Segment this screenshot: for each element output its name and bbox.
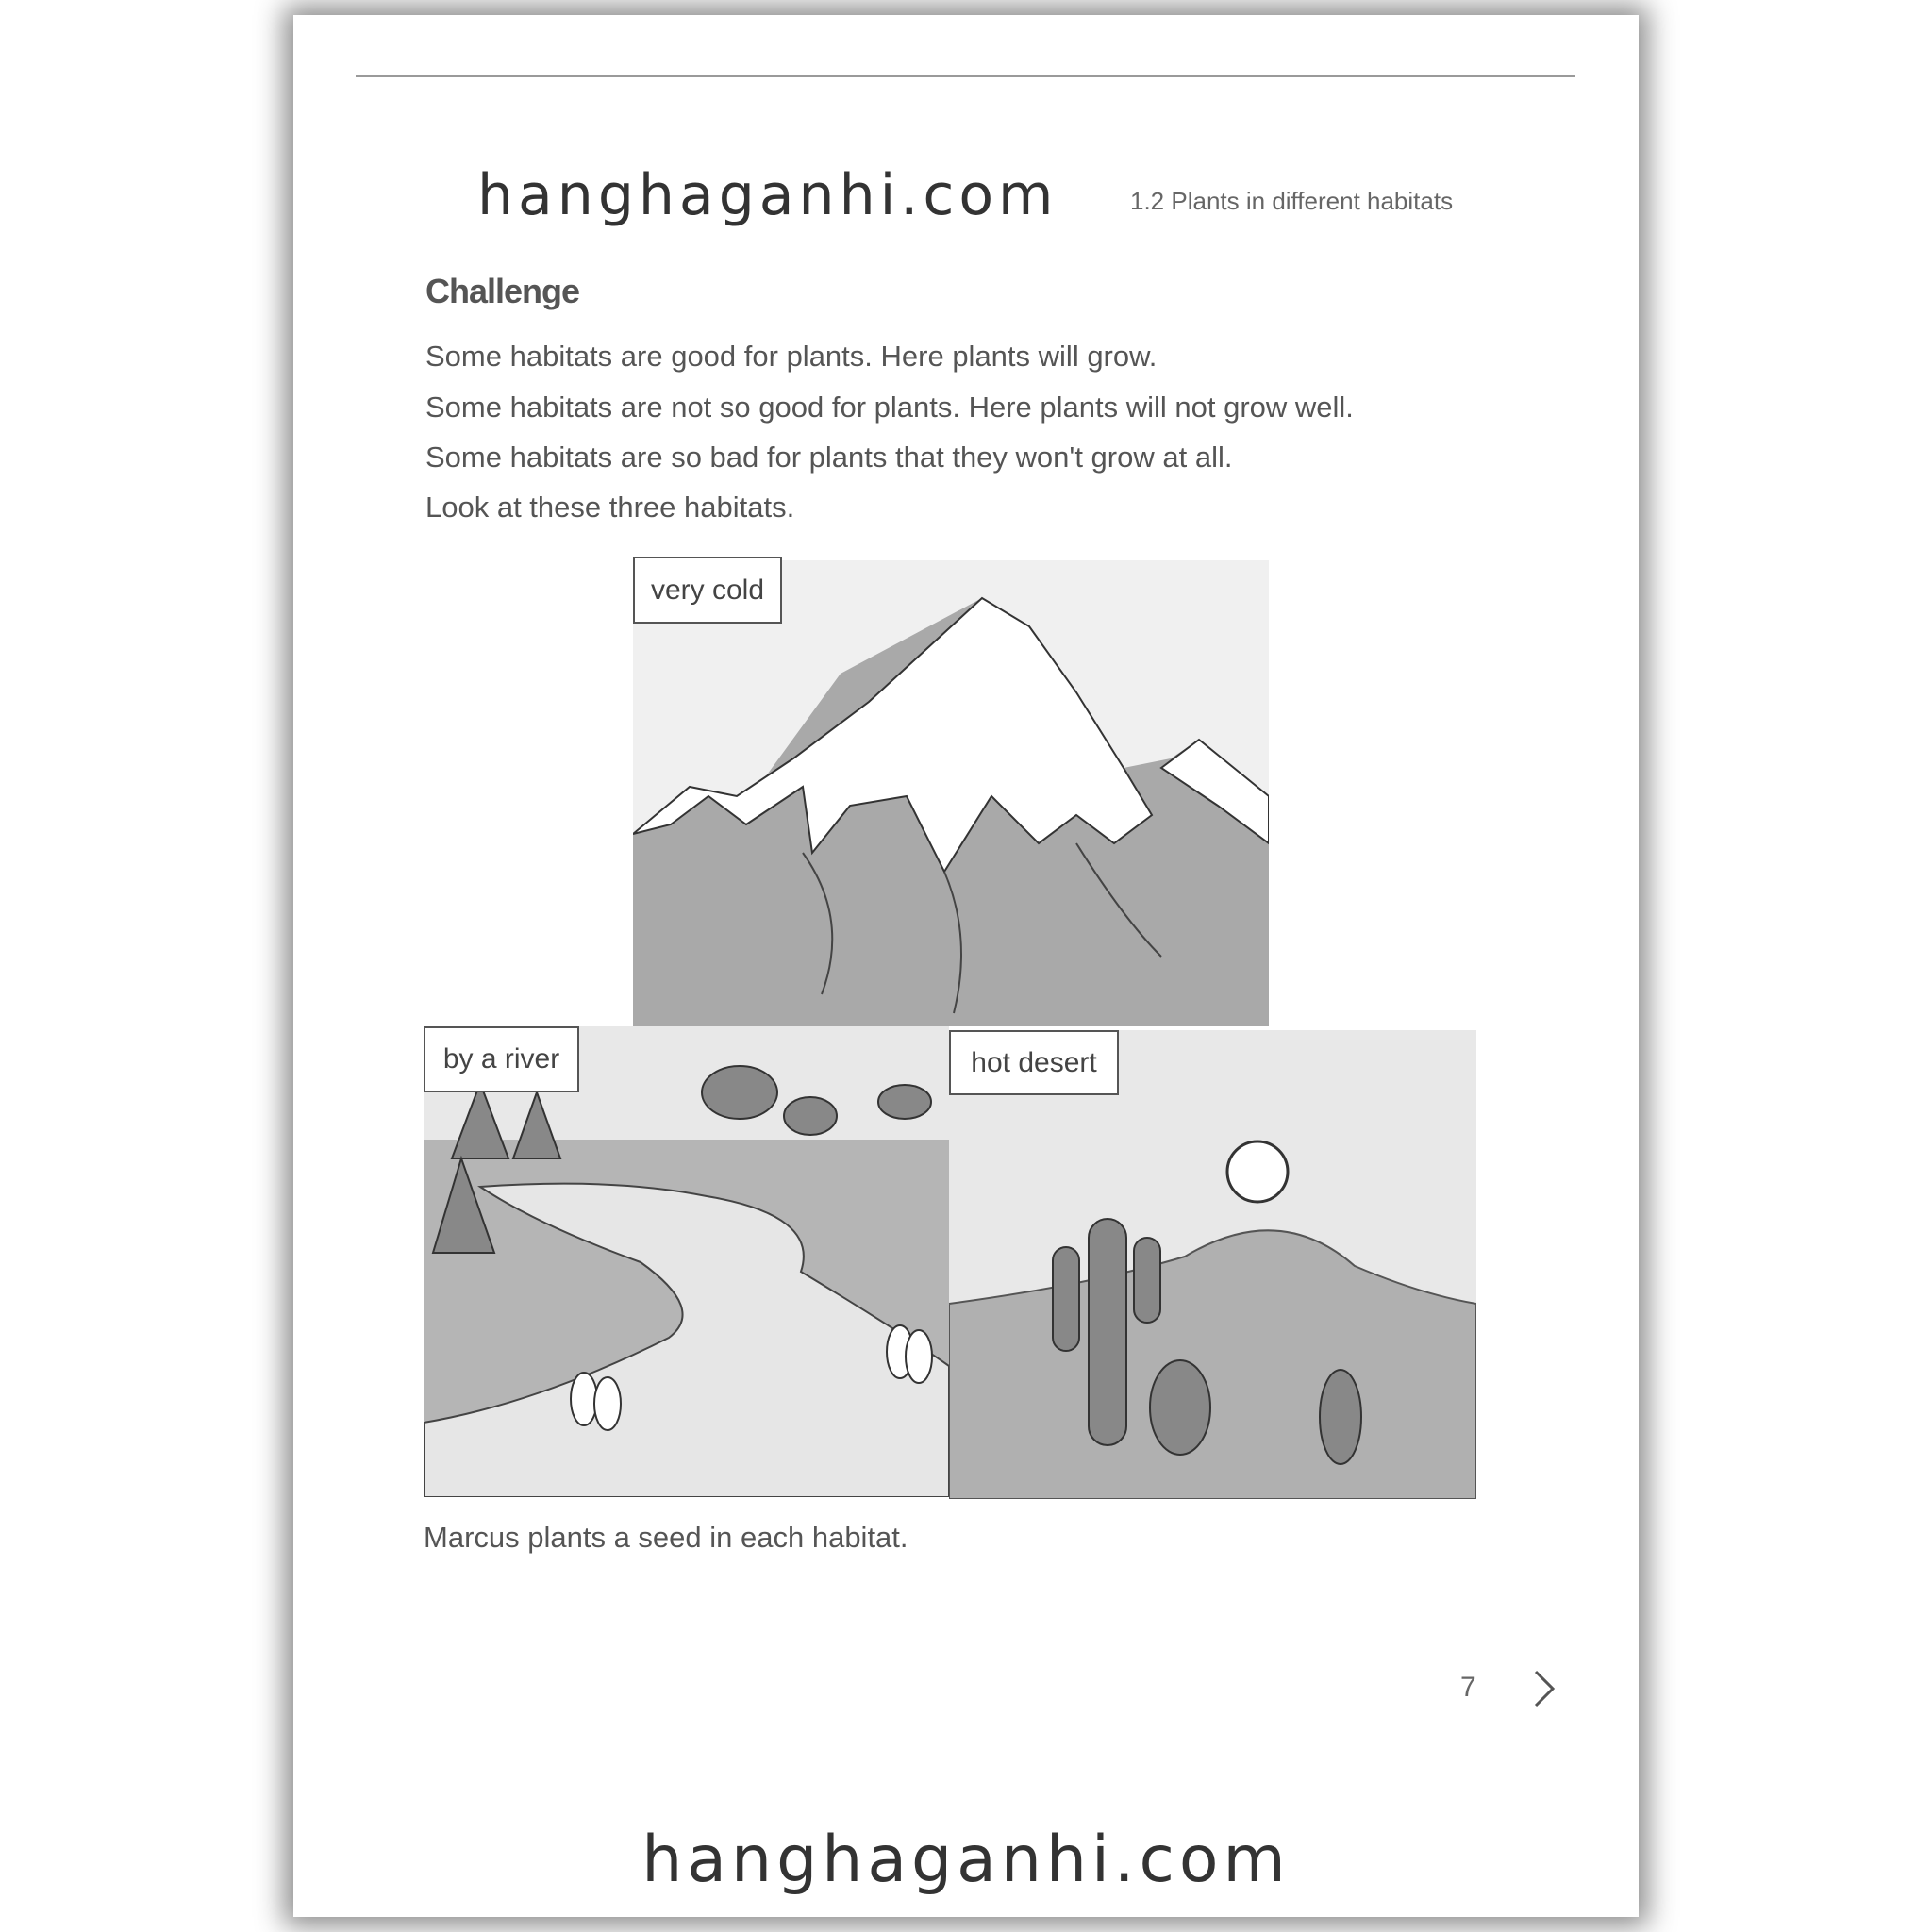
watermark-bottom: hanghaganhi.com <box>641 1823 1291 1897</box>
challenge-line: Some habitats are not so good for plants. Here plants will not grow well. <box>425 391 1354 424</box>
caption: Marcus plants a seed in each habitat. <box>424 1521 908 1554</box>
desert-illustration <box>949 1030 1476 1499</box>
habitat-label-hot-desert: hot desert <box>949 1030 1119 1095</box>
challenge-line: Look at these three habitats. <box>425 491 795 524</box>
watermark-top: hanghaganhi.com <box>477 162 1058 228</box>
chevron-right-icon[interactable] <box>1528 1668 1560 1709</box>
page-number: 7 <box>1460 1672 1476 1703</box>
challenge-line: Some habitats are good for plants. Here plants will grow. <box>425 340 1158 373</box>
section-title: 1.2 Plants in different habitats <box>1130 187 1454 215</box>
habitat-label-very-cold: very cold <box>633 557 782 624</box>
challenge-line: Some habitats are so bad for plants that they won't grow at all. <box>425 441 1233 474</box>
river-illustration <box>424 1026 949 1497</box>
header-rule <box>356 75 1575 77</box>
habitat-label-by-a-river: by a river <box>424 1026 579 1092</box>
challenge-heading: Challenge <box>425 272 580 310</box>
mountain-illustration <box>633 560 1269 1026</box>
